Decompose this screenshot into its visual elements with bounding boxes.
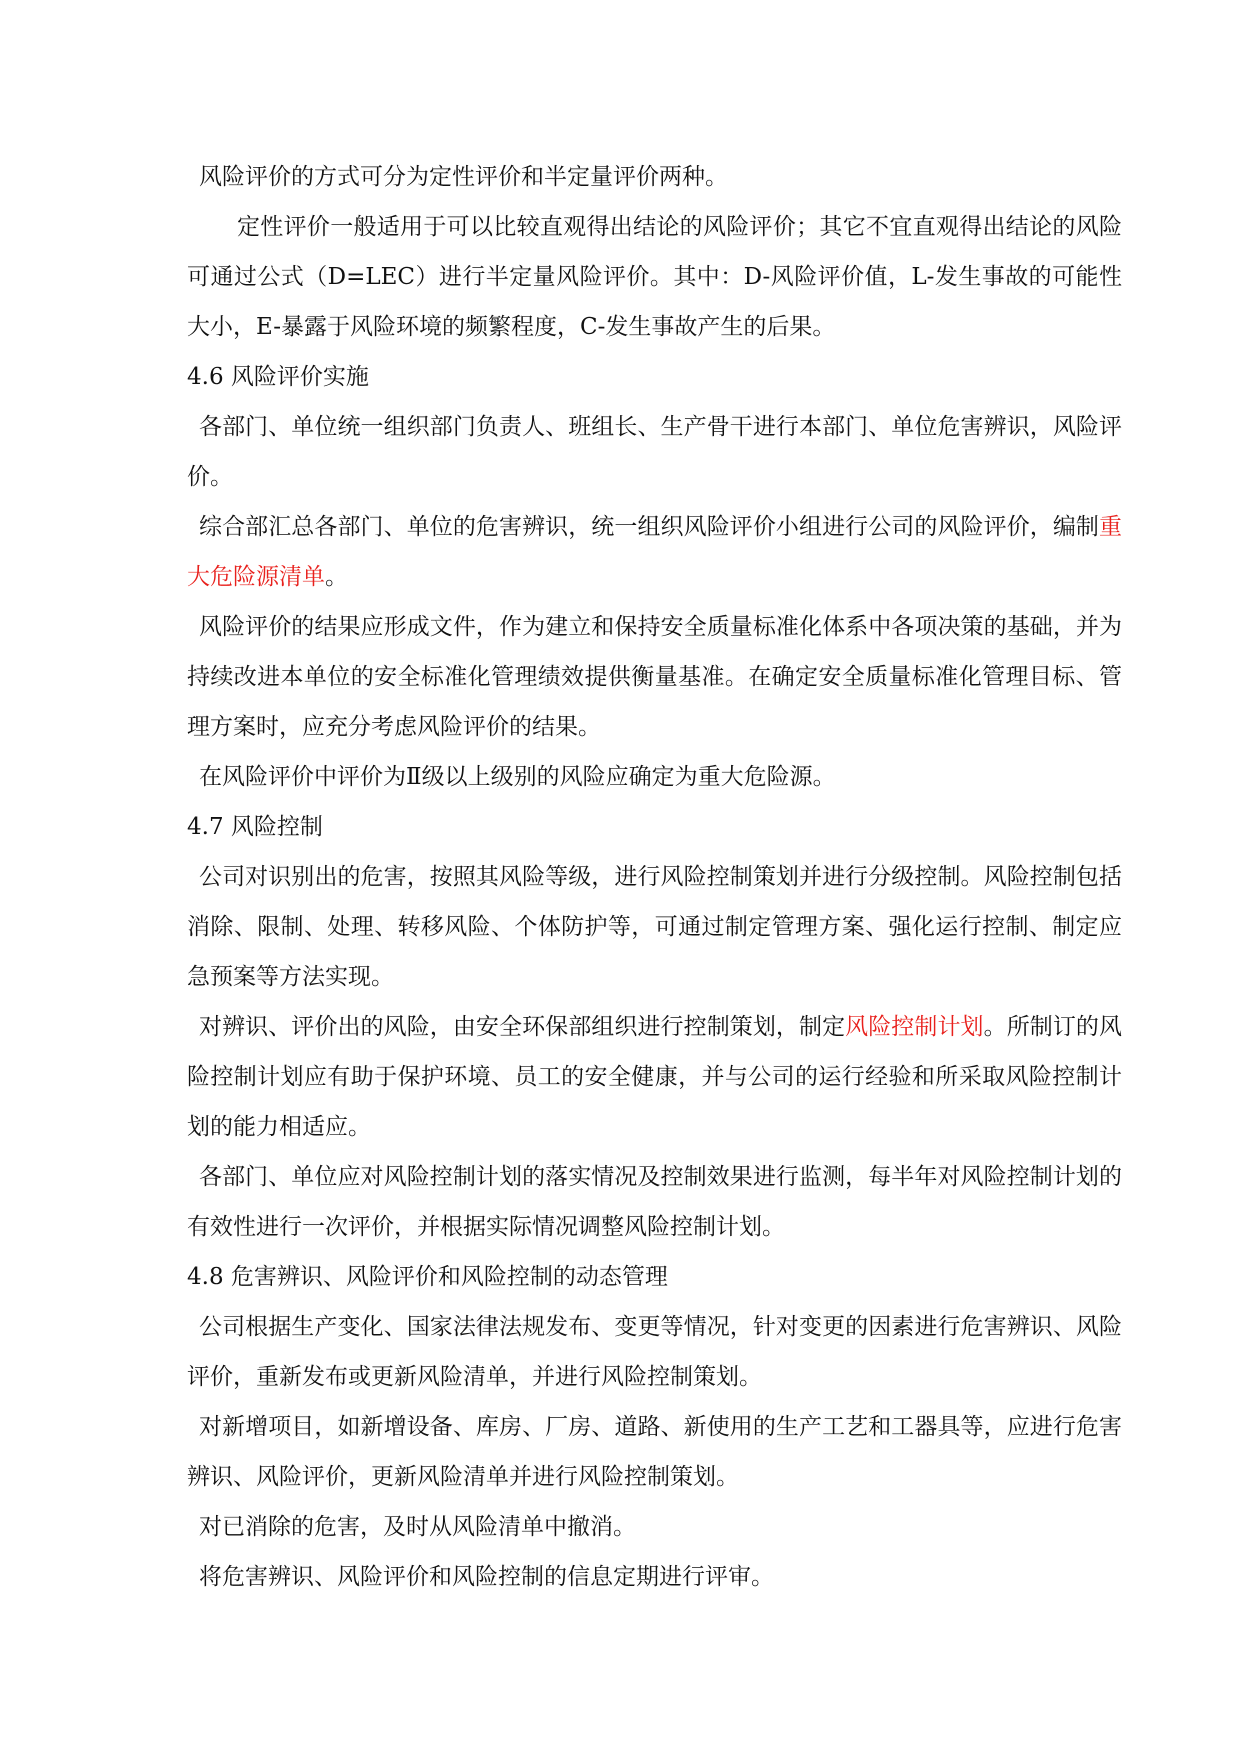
section-heading-4-7: 4.7 风险控制 — [187, 814, 323, 840]
paragraph-plan-monitoring: 各部门、单位应对风险控制计划的落实情况及控制效果进行监测，每半年对风险控制计划的有效性进行一次评价，并根据实际情况调整风险控制计划。 — [187, 1164, 1122, 1240]
paragraph-department-identification: 各部门、单位统一组织部门负责人、班组长、生产骨干进行本部门、单位危害辨识，风险评价。 — [187, 414, 1122, 490]
paragraph-evaluation-methods: 风险评价的方式可分为定性评价和半定量评价两种。 — [199, 164, 728, 190]
paragraph-eliminated-hazards: 对已消除的危害，及时从风险清单中撤消。 — [199, 1514, 636, 1540]
paragraph-qualitative-evaluation: 定性评价一般适用于可以比较直观得出结论的风险评价；其它不宜直观得出结论的风险可通过公式（D=LEC）进行半定量风险评价。其中：D-风险评价值，L-发生事故的可能性大小，E-暴露于风险环境的频繁程度，C-发生事故产生的后果。 — [187, 214, 1122, 340]
document-body — [187, 152, 1122, 1602]
paragraph-control-planning — [187, 1002, 1122, 1152]
paragraph-text-after: 。 — [325, 564, 348, 590]
paragraph-change-management: 公司根据生产变化、国家法律法规发布、变更等情况，针对变更的因素进行危害辨识、风险评价，重新发布或更新风险清单，并进行风险控制策划。 — [187, 1314, 1122, 1390]
paragraph-text-before: 对辨识、评价出的风险，由安全环保部组织进行控制策划，制定 — [199, 1014, 846, 1040]
risk-control-plan-link[interactable]: 风险控制计划 — [845, 1014, 984, 1040]
paragraph-new-projects: 对新增项目，如新增设备、库房、厂房、道路、新使用的生产工艺和工器具等，应进行危害辨识、风险评价，更新风险清单并进行风险控制策划。 — [187, 1414, 1122, 1490]
paragraph-periodic-review: 将危害辨识、风险评价和风险控制的信息定期进行评审。 — [199, 1564, 774, 1590]
paragraph-comprehensive-summary — [187, 502, 1122, 602]
paragraph-text-after: 。所制订的风险控制计划应有助于保护环境、员工的安全健康，并与公司的运行经验和所采取风险控制计划的能力相适应。 — [187, 1014, 1123, 1140]
section-heading-4-8: 4.8 危害辨识、风险评价和风险控制的动态管理 — [187, 1264, 668, 1290]
section-heading-4-6: 4.6 风险评价实施 — [187, 364, 369, 390]
paragraph-evaluation-results: 风险评价的结果应形成文件，作为建立和保持安全质量标准化体系中各项决策的基础，并为持续改进本单位的安全标准化管理绩效提供衡量基准。在确定安全质量标准化管理目标、管理方案时，应充分考虑风险评价的结果。 — [187, 614, 1122, 740]
paragraph-text-before: 综合部汇总各部门、单位的危害辨识，统一组织风险评价小组进行公司的风险评价，编制 — [199, 514, 1099, 540]
paragraph-major-hazard-definition: 在风险评价中评价为Ⅱ级以上级别的风险应确定为重大危险源。 — [199, 764, 836, 790]
major-hazard-list-link[interactable]: 重大危险源清单 — [187, 514, 1122, 590]
paragraph-risk-control-grading: 公司对识别出的危害，按照其风险等级，进行风险控制策划并进行分级控制。风险控制包括消除、限制、处理、转移风险、个体防护等，可通过制定管理方案、强化运行控制、制定应急预案等方法实现。 — [187, 864, 1122, 990]
